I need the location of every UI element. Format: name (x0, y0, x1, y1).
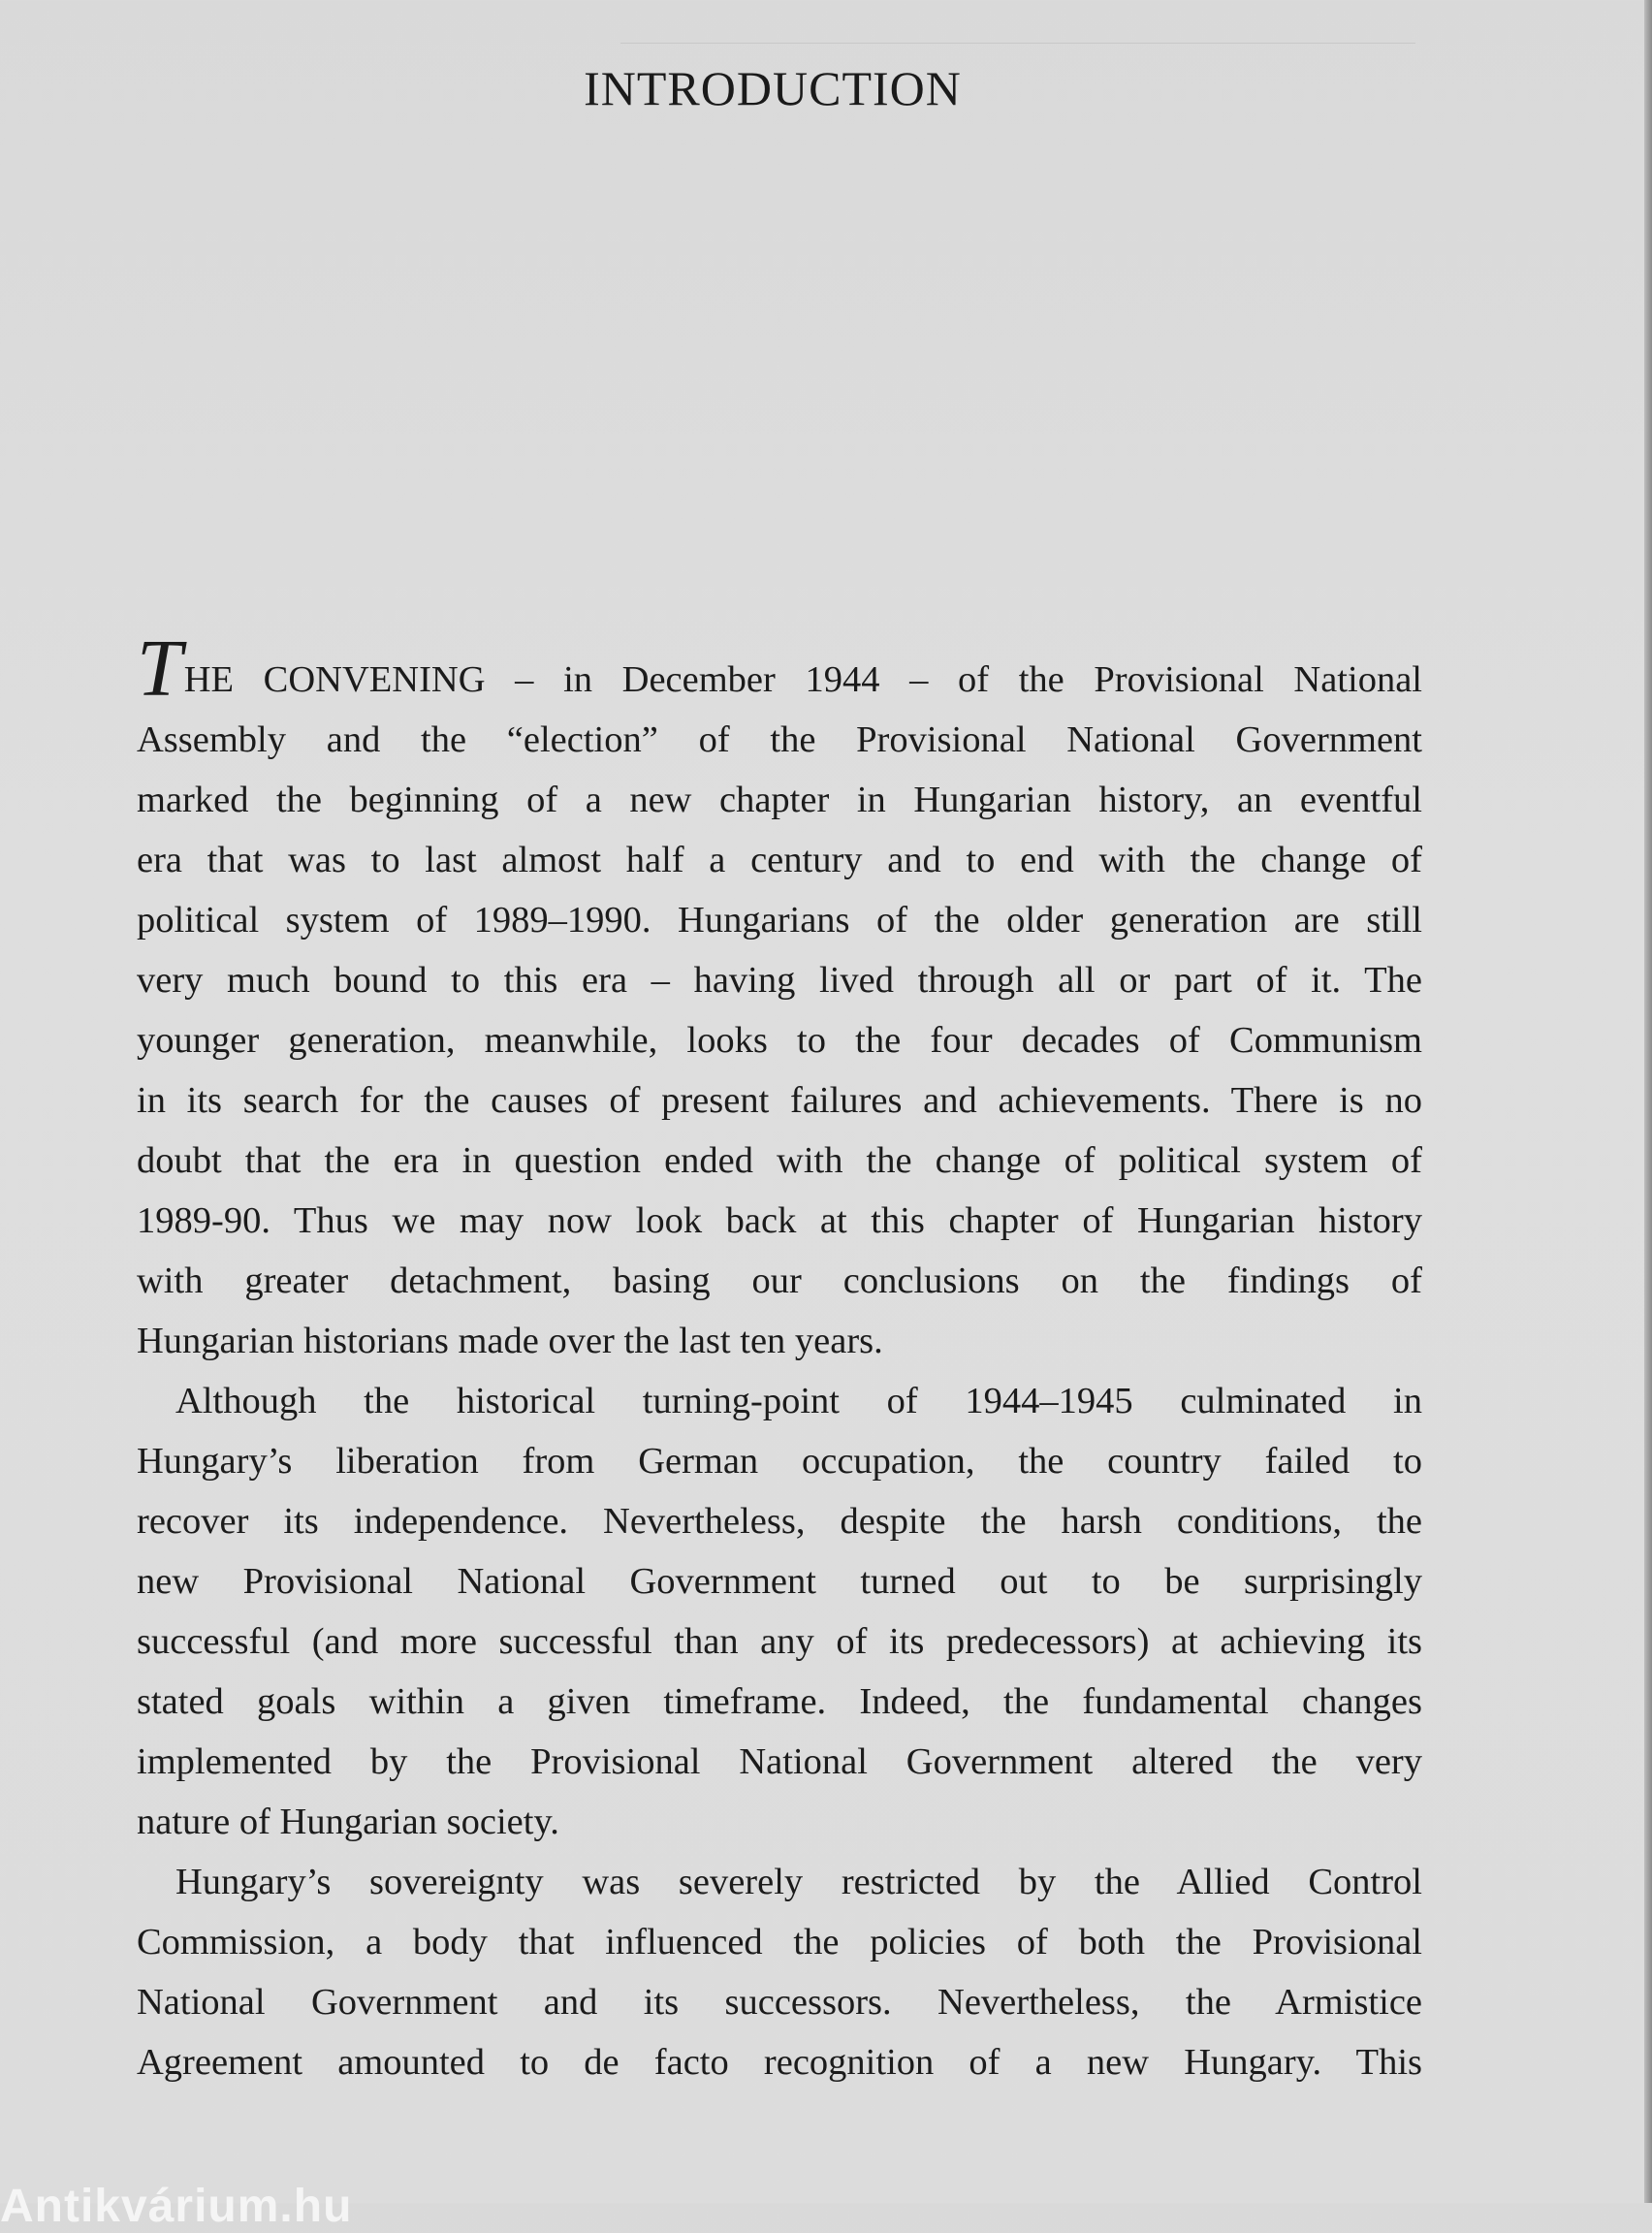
text-line: 1989-90. Thus we may now look back at this chapter of Hungarian history (137, 1200, 1422, 1241)
paragraph-2 (137, 1371, 1422, 1852)
text-line: political system of 1989–1990. Hungarians of the older generation are still (137, 900, 1422, 941)
text-line: in its search for the causes of present failures and achievements. There is no (137, 1080, 1422, 1121)
text-line: implemented by the Provisional National Government altered the very (137, 1741, 1422, 1782)
watermark: Antikvárium.hu (0, 2181, 353, 2232)
text-line: Hungary’s sovereignty was severely restricted by the Allied Control (175, 1862, 1422, 1902)
paragraph-3 (137, 1852, 1422, 2092)
page-title: INTRODUCTION (584, 61, 962, 115)
text-line: very much bound to this era – having lived through all or part of it. The (137, 960, 1422, 1001)
lead-in: HE CONVENING (183, 659, 486, 700)
text-line: new Provisional National Government turned out to be surprisingly (137, 1561, 1422, 1602)
text-span: – in December 1944 – of the Provisional National (485, 659, 1422, 700)
text-line: era that was to last almost half a century and to end with the change of (137, 840, 1422, 880)
text-line: marked the beginning of a new chapter in Hungarian history, an eventful (137, 780, 1422, 820)
paragraph-1 (137, 710, 1422, 1371)
text-line: Hungary’s liberation from German occupation, the country failed to (137, 1441, 1422, 1482)
text-line: nature of Hungarian society. (137, 1802, 559, 1842)
text-line: Agreement amounted to de facto recognition of a new Hungary. This (137, 2042, 1422, 2083)
book-edge (1644, 0, 1652, 2203)
text-line: National Government and its successors. Nevertheless, the Armistice (137, 1982, 1422, 2023)
text-line: stated goals within a given timeframe. Indeed, the fundamental changes (137, 1681, 1422, 1722)
text-line (137, 623, 1422, 714)
text-line: with greater detachment, basing our conclusions on the findings of (137, 1260, 1422, 1301)
running-head-rule (620, 43, 1415, 44)
body-text (137, 623, 1422, 2092)
text-line: Assembly and the “election” of the Provisional National Government (137, 719, 1422, 760)
text-line: successful (and more successful than any of its predecessors) at achieving its (137, 1621, 1422, 1662)
text-line: Commission, a body that influenced the policies of both the Provisional (137, 1922, 1422, 1962)
text-line: Hungarian historians made over the last ten years. (137, 1321, 883, 1361)
drop-cap: T (137, 623, 182, 714)
text-line: doubt that the era in question ended with the change of political system of (137, 1140, 1422, 1181)
text-line: recover its independence. Nevertheless, despite the harsh conditions, the (137, 1501, 1422, 1542)
text-line: younger generation, meanwhile, looks to the four decades of Communism (137, 1020, 1422, 1061)
text-line: Although the historical turning-point of 1944–1945 culminated in (175, 1381, 1422, 1421)
